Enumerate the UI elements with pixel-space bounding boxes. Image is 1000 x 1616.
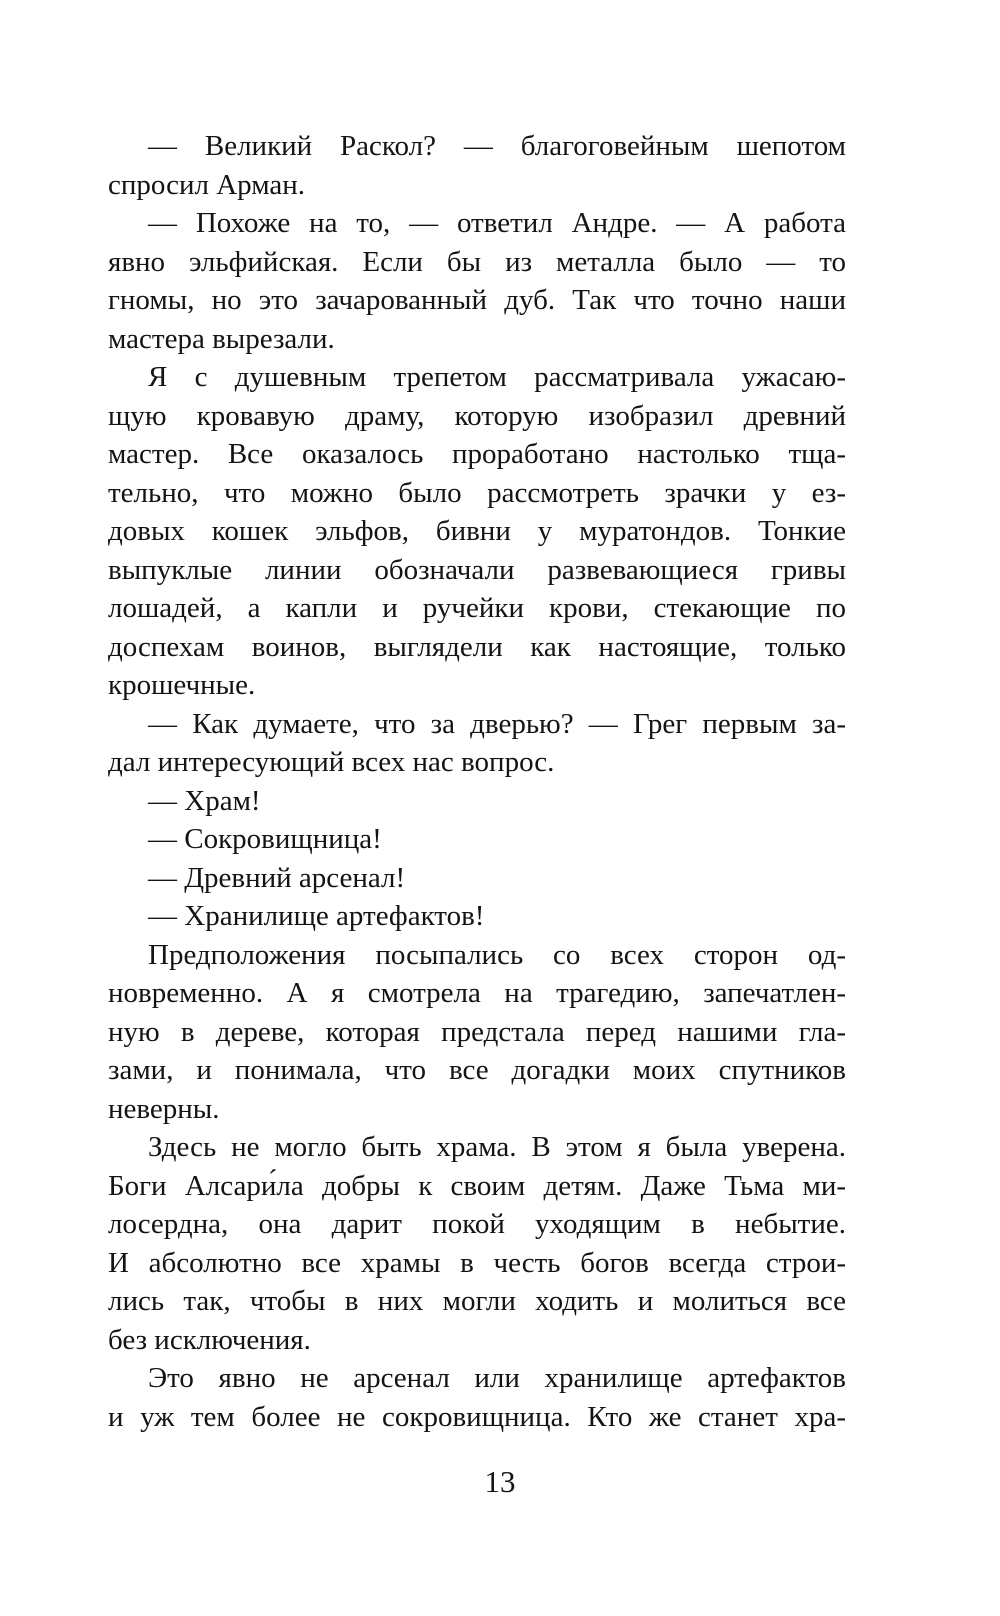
page-number: 13 [484, 1464, 516, 1499]
text-line: дал интересующий всех нас вопрос. [108, 746, 555, 778]
text-line: — Древний арсенал! [148, 861, 406, 894]
text-line: спросил Арман. [108, 168, 306, 201]
text-line: без исключения. [108, 1323, 311, 1356]
text-line: Это явно не арсенал или хранилище артефактов [148, 1362, 846, 1394]
text-line: довых кошек эльфов, бивни у муратондов. Тонкие [108, 515, 846, 547]
body-text [108, 127, 846, 1436]
text-line: явно эльфийская. Если бы из металла было — то [108, 245, 846, 278]
text-line: ную в дереве, которая предстала перед нашими гла- [108, 1015, 846, 1048]
text-line: щую кровавую драму, которую изобразил древний [108, 399, 846, 432]
text-line: — Хранилище артефактов! [148, 900, 485, 932]
text-line: — Сокровищница! [148, 823, 382, 855]
text-line: И абсолютно все храмы в честь богов всегда строи- [108, 1246, 846, 1279]
text-line: неверны. [108, 1092, 220, 1125]
text-line: Боги Алсари́ла добры к своим детям. Даже Тьма ми- [108, 1169, 846, 1202]
text-line: — Великий Раскол? — благоговейным шепотом [148, 130, 846, 162]
text-line: Я с душевным трепетом рассматривала ужасаю- [148, 361, 846, 393]
text-line: мастера вырезали. [108, 322, 335, 355]
text-line: Здесь не могло быть храма. В этом я была уверена. [148, 1131, 846, 1163]
text-line: и уж тем более не сокровищница. Кто же станет хра- [108, 1400, 846, 1433]
text-line: крошечные. [108, 669, 256, 701]
text-line: лошадей, а капли и ручейки крови, стекающие по [108, 592, 846, 624]
text-line: зами, и понимала, что все догадки моих спутников [108, 1054, 846, 1086]
text-line: лосердна, она дарит покой уходящим в небытие. [108, 1208, 846, 1240]
text-line: — Похоже на то, — ответил Андре. — А работа [148, 207, 846, 239]
text-line: новременно. А я смотрела на трагедию, запечатлен- [108, 977, 846, 1009]
text-line: выпуклые линии обозначали развевающиеся гривы [108, 553, 846, 586]
text-line: тельно, что можно было рассмотреть зрачки у ез- [108, 476, 846, 509]
text-line: гномы, но это зачарованный дуб. Так что точно наши [108, 284, 846, 316]
text-line: лись так, чтобы в них могли ходить и молиться все [108, 1285, 846, 1317]
text-line: Предположения посыпались со всех сторон од- [148, 938, 846, 971]
text-line: доспехам воинов, выглядели как настоящие, только [108, 630, 846, 663]
text-line: — Как думаете, что за дверью? — Грег первым за- [148, 707, 846, 740]
text-line: мастер. Все оказалось проработано настолько тща- [108, 438, 846, 470]
text-line: — Храм! [148, 784, 261, 817]
